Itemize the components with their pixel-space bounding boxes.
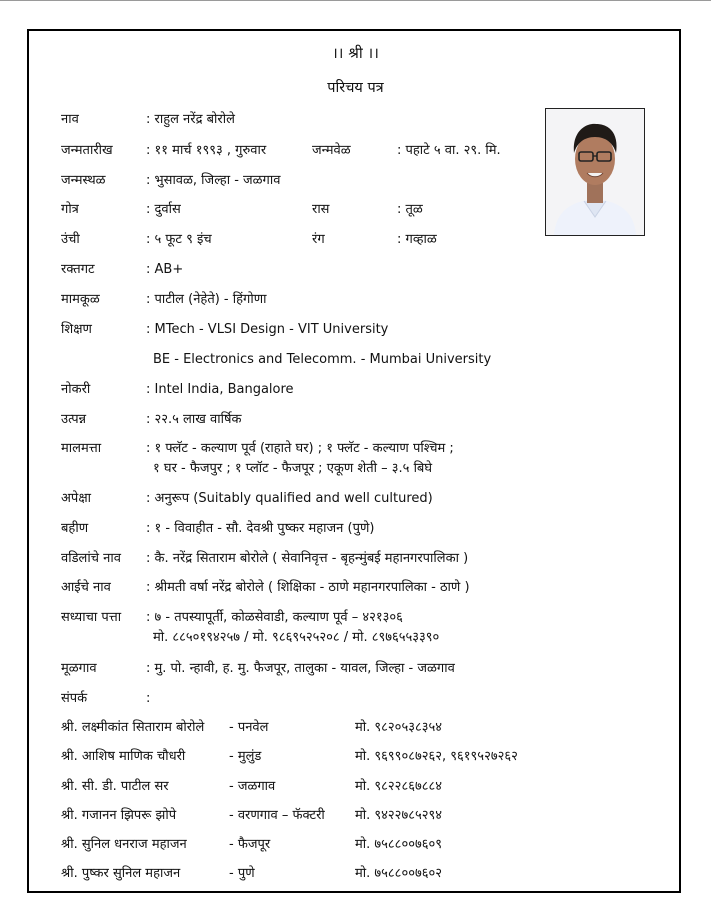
contact-phone: मो. ९४२२७८५२९४ bbox=[355, 808, 443, 823]
field-label: उंची bbox=[61, 232, 80, 247]
field-value: : AB+ bbox=[146, 262, 184, 277]
field-label: रक्तगट bbox=[61, 262, 95, 277]
field-label: नाव bbox=[61, 112, 79, 127]
field-value: : कै. नरेंद्र सिताराम बोरोले ( सेवानिवृत्त - बृहन्मुंबई महानगरपालिका ) bbox=[146, 551, 469, 566]
contact-name: श्री. लक्ष्मीकांत सिताराम बोरोले bbox=[61, 720, 205, 735]
contact-place: - पनवेल bbox=[229, 720, 269, 735]
contact-name: श्री. सुनिल धनराज महाजन bbox=[61, 837, 187, 852]
field-label: रास bbox=[312, 202, 330, 217]
contact-phone: मो. ९८२२८६७८८४ bbox=[355, 779, 443, 794]
field-value: : ७ - तपस्यापूर्ती, कोळसेवाडी, कल्याण पूर्व – ४२१३०६ bbox=[146, 610, 403, 625]
field-value-continued: BE - Electronics and Telecomm. - Mumbai University bbox=[153, 352, 492, 367]
contact-name: श्री. सी. डी. पाटील सर bbox=[61, 779, 169, 794]
contact-phone: मो. ९८२०५३८३५४ bbox=[355, 720, 443, 735]
contact-phone: मो. ९६९९०८७२६२, ९६१९५२७२६२ bbox=[355, 749, 518, 764]
field-value: : २२.५ लाख वार्षिक bbox=[146, 412, 242, 427]
field-label: मालमत्ता bbox=[61, 441, 102, 456]
field-label: वडिलांचे नाव bbox=[61, 551, 121, 566]
field-label: सध्याचा पत्ता bbox=[61, 610, 122, 625]
contact-phone: मो. ७५८८००७६०२ bbox=[355, 866, 443, 881]
field-label: अपेक्षा bbox=[61, 491, 92, 506]
field-value: : MTech - VLSI Design - VIT University bbox=[146, 322, 389, 337]
field-label: मूळगाव bbox=[61, 661, 97, 676]
top-rule bbox=[0, 0, 711, 1]
field-value: : राहुल नरेंद्र बोरोले bbox=[146, 112, 235, 127]
contact-name: श्री. आशिष माणिक चौधरी bbox=[61, 749, 186, 764]
field-label: नोकरी bbox=[61, 382, 91, 397]
field-value: : श्रीमती वर्षा नरेंद्र बोरोले ( शिक्षिका - ठाणे महानगरपालिका - ठाणे ) bbox=[146, 580, 470, 595]
profile-photo bbox=[545, 108, 645, 236]
field-value: : पाटील (नेहेते) - हिंगोणा bbox=[146, 292, 267, 307]
field-label: जन्मवेळ bbox=[312, 143, 351, 158]
field-value: : १ फ्लॅट - कल्याण पूर्व (राहाते घर) ; १ फ्लॅट - कल्याण पश्चिम ; bbox=[146, 441, 454, 456]
field-value: : अनुरूप (Suitably qualified and well cultured) bbox=[146, 491, 433, 506]
invocation-heading: ।। श्री ।। bbox=[332, 44, 379, 62]
field-label: जन्मस्थळ bbox=[61, 173, 106, 188]
field-value: : गव्हाळ bbox=[397, 232, 437, 247]
field-label: गोत्र bbox=[61, 202, 79, 217]
field-label: जन्मतारीख bbox=[61, 143, 113, 158]
contact-place: - जळगाव bbox=[229, 779, 276, 794]
field-value-continued: मो. ८८५०१९४२५७ / मो. ९८६९५२५२०८ / मो. ८९७६५५३३९० bbox=[153, 630, 440, 645]
field-value: : १ - विवाहीत - सौ. देवश्री पुष्कर महाजन (पुणे) bbox=[146, 521, 375, 536]
field-label: आईचे नाव bbox=[61, 580, 111, 595]
contact-name: श्री. गजानन झिपरू झोपे bbox=[61, 808, 177, 823]
contact-place: - पुणे bbox=[229, 866, 255, 881]
field-value-continued: १ घर - फैजपुर ; १ प्लॉट - फैजपूर ; एकूण शेती – ३.५ बिघे bbox=[153, 461, 433, 476]
field-label: मामकूळ bbox=[61, 292, 100, 307]
field-value: : तूळ bbox=[397, 202, 423, 217]
portrait-image bbox=[546, 109, 644, 235]
field-value: : bbox=[146, 691, 151, 706]
field-label: बहीण bbox=[61, 521, 89, 536]
field-value: : भुसावळ, जिल्हा - जळगाव bbox=[146, 173, 281, 188]
field-value: : ५ फूट ९ इंच bbox=[146, 232, 212, 247]
contact-place: - मुलुंड bbox=[229, 749, 262, 764]
document-title: परिचय पत्र bbox=[327, 80, 384, 96]
field-value: : Intel India, Bangalore bbox=[146, 382, 294, 397]
field-value: : ११ मार्च १९९३ , गुरुवार bbox=[146, 143, 267, 158]
contact-phone: मो. ७५८८००७६०९ bbox=[355, 837, 443, 852]
contact-place: - फैजपूर bbox=[229, 837, 271, 852]
field-label: शिक्षण bbox=[61, 322, 92, 337]
field-label: उत्पन्न bbox=[61, 412, 87, 427]
contact-name: श्री. पुष्कर सुनिल महाजन bbox=[61, 866, 181, 881]
field-value: : पहाटे ५ वा. २९. मि. bbox=[397, 143, 501, 158]
field-value: : मु. पो. न्हावी, ह. मु. फैजपूर, तालुका - यावल, जिल्हा - जळगाव bbox=[146, 661, 455, 676]
contact-place: - वरणगाव – फॅक्टरी bbox=[229, 808, 325, 823]
field-label: संपर्क bbox=[61, 691, 88, 706]
field-value: : दुर्वास bbox=[146, 202, 181, 217]
field-label: रंग bbox=[312, 232, 325, 247]
